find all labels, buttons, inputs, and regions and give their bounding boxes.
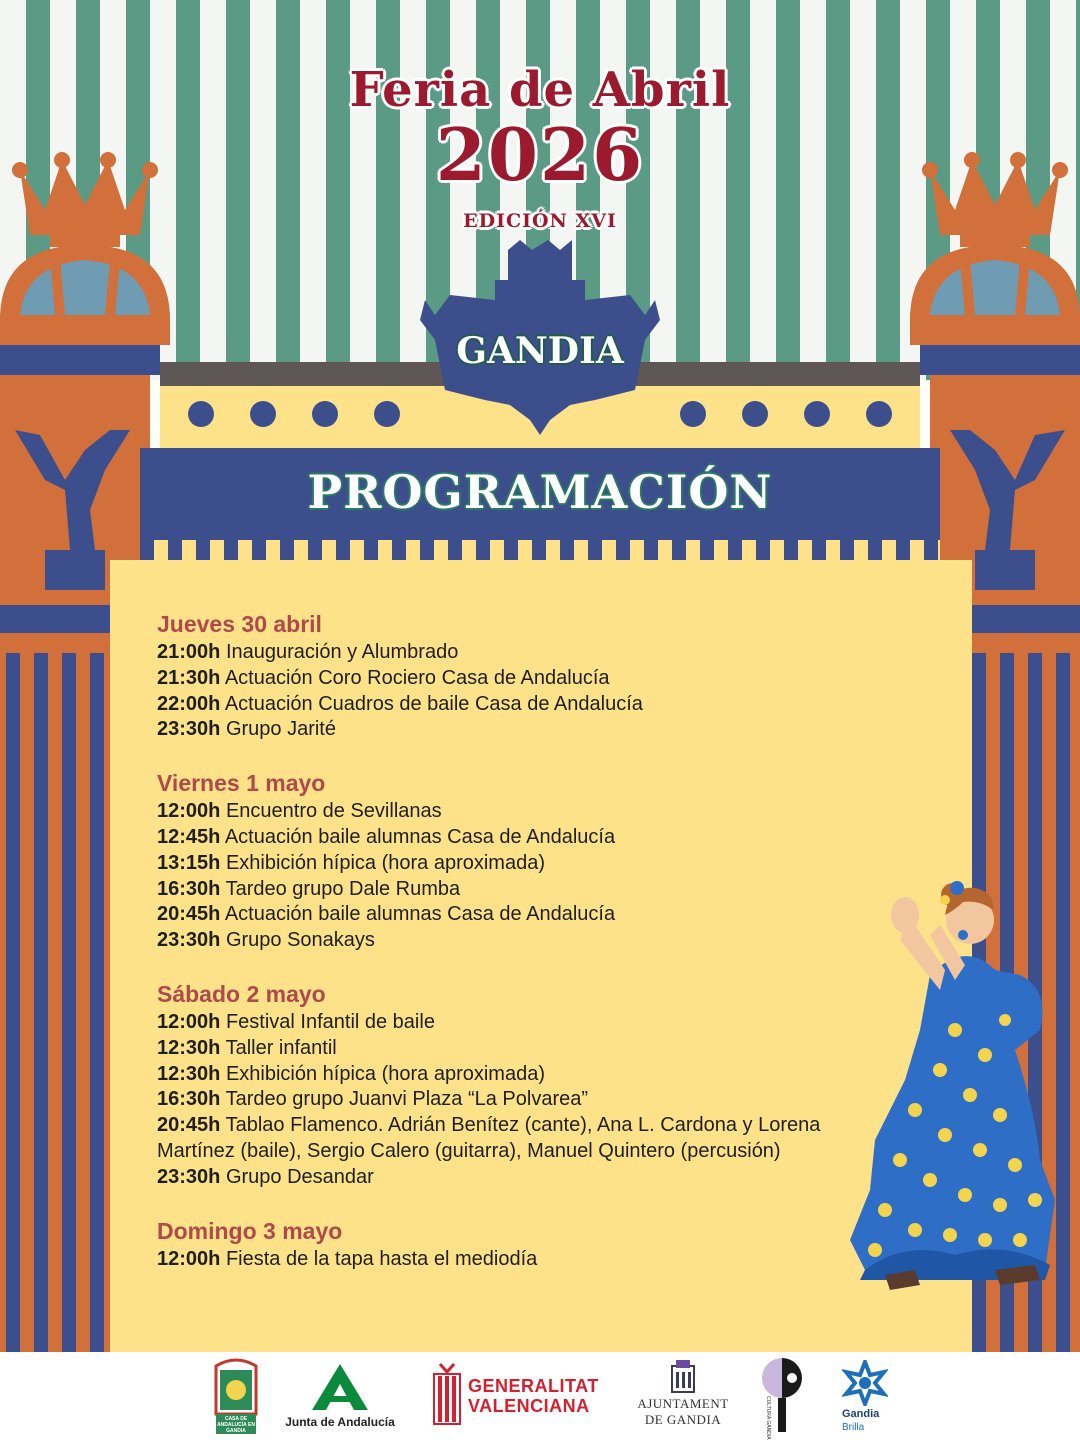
arch-dot bbox=[250, 401, 276, 427]
ajuntament-gandia-crest bbox=[668, 1358, 698, 1394]
item-text: Exhibición hípica (hora aproximada) bbox=[225, 1062, 545, 1085]
arch-dot bbox=[866, 401, 892, 427]
arch-dot bbox=[188, 401, 214, 427]
item-text: Tablao Flamenco. Adrián Benítez (cante), Ana L. Cardona y Lorena Martínez (baile), Sergio Calero (guitarra), Manuel Quintero (percusión) bbox=[157, 1114, 821, 1162]
schedule-item bbox=[157, 902, 837, 928]
item-text: Encuentro de Sevillanas bbox=[225, 800, 442, 823]
generalitat-valenciana-logo bbox=[432, 1362, 462, 1428]
schedule-item bbox=[157, 1087, 837, 1113]
casa-andalucia-logo-text: CASA DE ANDALUCÍA EN GANDIA bbox=[217, 1416, 255, 1434]
schedule bbox=[157, 608, 837, 1296]
day-block bbox=[157, 978, 837, 1191]
item-text: Actuación Cuadros de baile Casa de Andalucía bbox=[224, 692, 643, 715]
item-time: 12:45h bbox=[157, 825, 221, 848]
item-text: Tardeo grupo Dale Rumba bbox=[225, 877, 461, 900]
item-time: 23:30h bbox=[157, 718, 221, 741]
junta-andalucia-logo bbox=[310, 1362, 370, 1412]
day-title: Sábado 2 mayo bbox=[157, 980, 326, 1007]
item-time: 12:00h bbox=[157, 1010, 221, 1033]
item-time: 12:30h bbox=[157, 1036, 221, 1059]
city-label: GANDIA bbox=[456, 330, 624, 372]
day-title: Domingo 3 mayo bbox=[157, 1217, 343, 1244]
schedule-item bbox=[157, 1062, 837, 1088]
day-title: Jueves 30 abril bbox=[157, 611, 322, 637]
schedule-item bbox=[157, 1165, 837, 1191]
schedule-item bbox=[157, 1247, 837, 1273]
item-text: Festival Infantil de baile bbox=[225, 1010, 435, 1033]
item-time: 23:30h bbox=[157, 929, 221, 952]
generalitat-label-2: VALENCIANA bbox=[468, 1396, 590, 1416]
ajuntament-label-2: DE GANDIA bbox=[644, 1412, 722, 1427]
event-edition: EDICIÓN XVI bbox=[463, 210, 617, 232]
junta-andalucia-label: Junta de Andalucía bbox=[285, 1415, 395, 1429]
item-text: Actuación Coro Rociero Casa de Andalucía bbox=[224, 666, 610, 689]
arch-dot bbox=[804, 401, 830, 427]
event-year: 2026 bbox=[435, 112, 645, 197]
item-text: Exhibición hípica (hora aproximada) bbox=[225, 851, 545, 874]
item-time: 21:30h bbox=[157, 666, 221, 689]
item-time: 22:00h bbox=[157, 692, 221, 715]
item-time: 20:45h bbox=[157, 1114, 221, 1137]
item-time: 23:30h bbox=[157, 1165, 221, 1188]
generalitat-label-1: GENERALITAT bbox=[468, 1376, 599, 1396]
gandia-brilla-label-1: Gandia bbox=[842, 1408, 880, 1420]
day-block bbox=[157, 767, 837, 954]
schedule-item bbox=[157, 1113, 837, 1165]
schedule-item bbox=[157, 717, 837, 743]
cultura-gandia-label: CULTURA GANDIA bbox=[765, 1396, 771, 1440]
item-text: Taller infantil bbox=[225, 1036, 337, 1059]
schedule-item bbox=[157, 1010, 837, 1036]
item-text: Tardeo grupo Juanvi Plaza “La Polvarea” bbox=[225, 1088, 589, 1111]
schedule-item bbox=[157, 640, 837, 666]
item-time: 12:30h bbox=[157, 1062, 221, 1085]
schedule-item bbox=[157, 1036, 837, 1062]
gandia-brilla-label-2: Brilla bbox=[842, 1422, 865, 1433]
day-block bbox=[157, 1215, 837, 1273]
item-text: Actuación baile alumnas Casa de Andalucía bbox=[224, 825, 616, 848]
ajuntament-label-1: AJUNTAMENT bbox=[637, 1396, 729, 1411]
flamenco-dancer-illustration bbox=[845, 880, 1060, 1300]
arch-dot bbox=[312, 401, 338, 427]
schedule-item bbox=[157, 851, 837, 877]
schedule-item bbox=[157, 799, 837, 825]
item-text: Actuación baile alumnas Casa de Andalucía bbox=[224, 903, 616, 926]
schedule-item bbox=[157, 666, 837, 692]
gandia-brilla-star-icon bbox=[842, 1360, 888, 1406]
item-time: 12:00h bbox=[157, 800, 221, 823]
day-title: Viernes 1 mayo bbox=[157, 770, 326, 797]
schedule-item bbox=[157, 877, 837, 903]
item-text: Grupo Desandar bbox=[225, 1165, 374, 1188]
schedule-item bbox=[157, 692, 837, 718]
item-time: 20:45h bbox=[157, 903, 221, 926]
item-text: Fiesta de la tapa hasta el mediodía bbox=[225, 1247, 538, 1270]
banner-fringe bbox=[140, 540, 940, 562]
arch-dot bbox=[742, 401, 768, 427]
item-time: 12:00h bbox=[157, 1247, 221, 1270]
item-text: Grupo Sonakays bbox=[225, 929, 375, 952]
item-time: 16:30h bbox=[157, 1088, 221, 1111]
item-text: Inauguración y Alumbrado bbox=[225, 641, 459, 663]
item-text: Grupo Jarité bbox=[225, 718, 336, 741]
item-time: 16:30h bbox=[157, 877, 221, 900]
arch-dot bbox=[680, 401, 706, 427]
schedule-item bbox=[157, 928, 837, 954]
event-title: Feria de Abril bbox=[349, 62, 731, 118]
arch-dot bbox=[374, 401, 400, 427]
item-time: 13:15h bbox=[157, 851, 221, 874]
item-time: 21:00h bbox=[157, 641, 221, 663]
schedule-item bbox=[157, 825, 837, 851]
program-title: PROGRAMACIÓN bbox=[307, 465, 773, 519]
day-block bbox=[157, 608, 837, 743]
